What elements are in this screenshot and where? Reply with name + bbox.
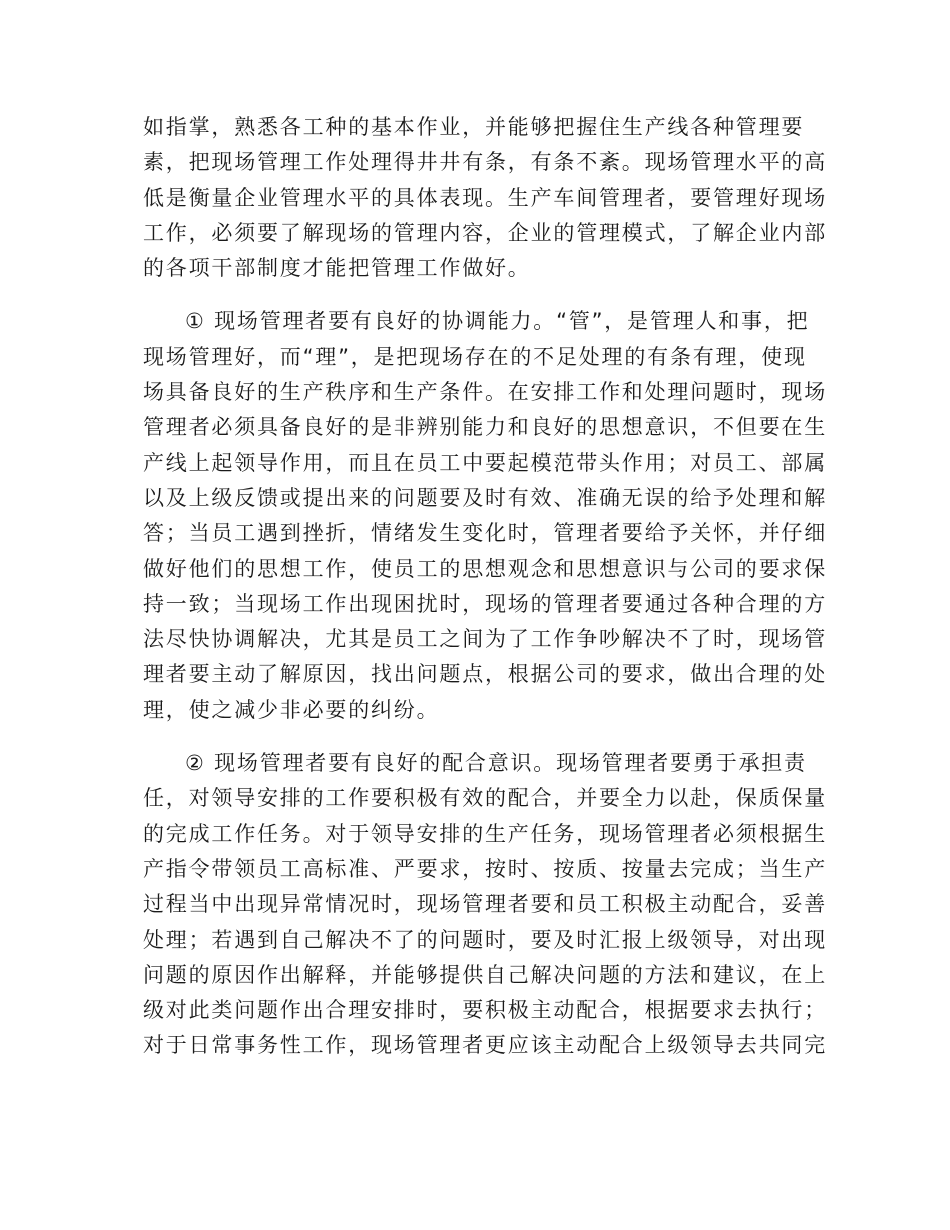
text-line: 答；当员工遇到挫折，情绪发生变化时，管理者要给予关怀，并仔细 bbox=[143, 521, 827, 546]
text-line: 场具备良好的生产秩序和生产条件。在安排工作和处理问题时，现场 bbox=[143, 380, 827, 405]
text-line: 如指掌，熟悉各工种的基本作业，并能够把握住生产线各种管理要 bbox=[143, 115, 805, 139]
text-line: 问题的原因作出解释，并能够提供自己解决问题的方法和建议，在上 bbox=[143, 962, 827, 987]
text-line: 以及上级反馈或提出来的问题要及时有效、准确无误的给予处理和解 bbox=[143, 485, 827, 510]
text-line: 的完成工作任务。对于领导安排的生产任务，现场管理者必须根据生 bbox=[143, 821, 827, 846]
document-body bbox=[143, 110, 827, 1082]
text-line: 现场管理好，而“理”，是把现场存在的不足处理的有条有理，使现 bbox=[143, 344, 807, 369]
paragraph-3 bbox=[143, 746, 827, 1064]
text-line: 产线上起领导作用，而且在员工中要起模范带头作用；对员工、部属 bbox=[143, 450, 827, 475]
text-line: 过程当中出现异常情况时，现场管理者要和员工积极主动配合，妥善 bbox=[143, 892, 827, 917]
paragraph-2 bbox=[143, 304, 827, 728]
text-line: 低是衡量企业管理水平的具体表现。生产车间管理者，要管理好现场 bbox=[143, 185, 827, 210]
text-line: 级对此类问题作出合理安排时，要积极主动配合，根据要求去执行； bbox=[143, 998, 827, 1023]
text-line: 理，使之减少非必要的纠纷。 bbox=[143, 697, 440, 722]
text-line: 任，对领导安排的工作要积极有效的配合，并要全力以赴，保质保量 bbox=[143, 786, 827, 811]
text-line: 工作，必须要了解现场的管理内容，企业的管理模式，了解企业内部 bbox=[143, 220, 827, 245]
text-line: 产指令带领员工高标准、严要求，按时、按质、按量去完成；当生产 bbox=[143, 856, 827, 881]
text-line: ① 现场管理者要有良好的协调能力。“管”，是管理人和事，把 bbox=[185, 309, 810, 334]
text-line: 持一致；当现场工作出现困扰时，现场的管理者要通过各种合理的方 bbox=[143, 591, 827, 616]
text-line: 做好他们的思想工作，使员工的思想观念和思想意识与公司的要求保 bbox=[143, 556, 827, 581]
text-line: 理者要主动了解原因，找出问题点，根据公司的要求，做出合理的处 bbox=[143, 662, 827, 687]
text-line: 处理；若遇到自己解决不了的问题时，要及时汇报上级领导，对出现 bbox=[143, 927, 827, 952]
paragraph-1 bbox=[143, 110, 827, 286]
text-line: 素，把现场管理工作处理得井井有条，有条不紊。现场管理水平的高 bbox=[143, 150, 827, 175]
text-line: 法尽快协调解决，尤其是员工之间为了工作争吵解决不了时，现场管 bbox=[143, 627, 827, 652]
text-line: ② 现场管理者要有良好的配合意识。现场管理者要勇于承担责 bbox=[185, 751, 807, 776]
text-line: 管理者必须具备良好的是非辨别能力和良好的思想意识，不但要在生 bbox=[143, 415, 827, 440]
text-line: 的各项干部制度才能把管理工作做好。 bbox=[143, 256, 531, 281]
text-line: 对于日常事务性工作，现场管理者更应该主动配合上级领导去共同完 bbox=[143, 1033, 827, 1058]
